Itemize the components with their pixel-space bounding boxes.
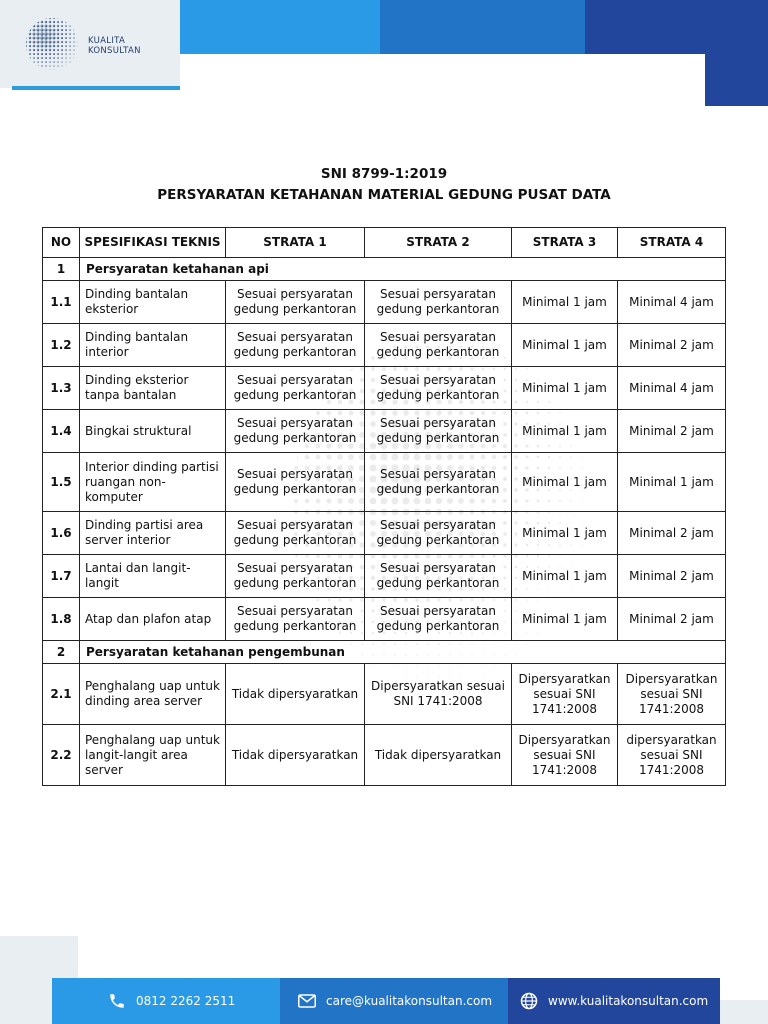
header-band-light xyxy=(180,0,380,54)
row-spec: Dinding bantalan interior xyxy=(80,324,226,367)
row-no: 2.2 xyxy=(43,725,80,786)
row-strata-4: Minimal 2 jam xyxy=(618,512,726,555)
row-strata-2: Sesuai persyaratan gedung perkantoran xyxy=(365,281,512,324)
row-strata-3: Minimal 1 jam xyxy=(512,367,618,410)
row-strata-4: Minimal 4 jam xyxy=(618,367,726,410)
row-strata-1: Sesuai persyaratan gedung perkantoran xyxy=(226,555,365,598)
table-row xyxy=(43,324,726,367)
row-strata-4: Minimal 1 jam xyxy=(618,453,726,512)
row-strata-3: Minimal 1 jam xyxy=(512,281,618,324)
section-title: Persyaratan ketahanan api xyxy=(80,258,726,281)
phone-number: 0812 2262 2511 xyxy=(136,994,236,1008)
table-row xyxy=(43,410,726,453)
row-strata-4: Minimal 2 jam xyxy=(618,410,726,453)
row-spec: Dinding partisi area server interior xyxy=(80,512,226,555)
header-spec: SPESIFIKASI TEKNIS xyxy=(80,228,226,258)
row-spec: Penghalang uap untuk langit-langit area server xyxy=(80,725,226,786)
phone-icon xyxy=(108,992,126,1010)
row-strata-2: Sesuai persyaratan gedung perkantoran xyxy=(365,555,512,598)
table-header-row xyxy=(43,228,726,258)
header-accent-line xyxy=(12,86,180,90)
table-row xyxy=(43,664,726,725)
row-strata-1: Tidak dipersyaratkan xyxy=(226,725,365,786)
row-no: 1.4 xyxy=(43,410,80,453)
row-strata-3: Minimal 1 jam xyxy=(512,453,618,512)
row-spec: Interior dinding partisi ruangan non-komputer xyxy=(80,453,226,512)
row-strata-2: Sesuai persyaratan gedung perkantoran xyxy=(365,324,512,367)
section-no: 1 xyxy=(43,258,80,281)
header-strata-1: STRATA 1 xyxy=(226,228,365,258)
row-strata-4: Minimal 4 jam xyxy=(618,281,726,324)
row-strata-1: Sesuai persyaratan gedung perkantoran xyxy=(226,598,365,641)
table-row xyxy=(43,367,726,410)
specification-table xyxy=(42,227,726,786)
header-band-dark-tab xyxy=(705,54,768,106)
row-strata-3: Dipersyaratkan sesuai SNI 1741:2008 xyxy=(512,664,618,725)
row-strata-2: Sesuai persyaratan gedung perkantoran xyxy=(365,598,512,641)
row-no: 1.3 xyxy=(43,367,80,410)
row-spec: Lantai dan langit-langit xyxy=(80,555,226,598)
row-strata-3: Dipersyaratkan sesuai SNI 1741:2008 xyxy=(512,725,618,786)
footer-phone[interactable] xyxy=(108,978,235,1024)
row-no: 2.1 xyxy=(43,664,80,725)
table-row xyxy=(43,555,726,598)
header-band-mid xyxy=(380,0,585,54)
row-strata-3: Minimal 1 jam xyxy=(512,555,618,598)
section-row-fire xyxy=(43,258,726,281)
row-strata-3: Minimal 1 jam xyxy=(512,512,618,555)
row-strata-4: dipersyaratkan sesuai SNI 1741:2008 xyxy=(618,725,726,786)
footer-corner-panel-right xyxy=(720,1000,768,1024)
row-strata-1: Sesuai persyaratan gedung perkantoran xyxy=(226,324,365,367)
row-no: 1.6 xyxy=(43,512,80,555)
header-strata-4: STRATA 4 xyxy=(618,228,726,258)
row-strata-1: Sesuai persyaratan gedung perkantoran xyxy=(226,453,365,512)
footer-email[interactable] xyxy=(298,978,492,1024)
table-row xyxy=(43,453,726,512)
section-no: 2 xyxy=(43,641,80,664)
row-strata-2: Sesuai persyaratan gedung perkantoran xyxy=(365,367,512,410)
row-strata-2: Sesuai persyaratan gedung perkantoran xyxy=(365,512,512,555)
email-address: care@kualitakonsultan.com xyxy=(326,994,493,1008)
row-strata-4: Dipersyaratkan sesuai SNI 1741:2008 xyxy=(618,664,726,725)
row-spec: Bingkai struktural xyxy=(80,410,226,453)
row-no: 1.1 xyxy=(43,281,80,324)
row-strata-1: Sesuai persyaratan gedung perkantoran xyxy=(226,512,365,555)
table-row xyxy=(43,598,726,641)
table-row xyxy=(43,725,726,786)
row-strata-4: Minimal 2 jam xyxy=(618,555,726,598)
row-strata-2: Sesuai persyaratan gedung perkantoran xyxy=(365,410,512,453)
header-band-dark xyxy=(585,0,768,54)
brand-line-2: KONSULTAN xyxy=(88,46,141,56)
row-strata-4: Minimal 2 jam xyxy=(618,324,726,367)
row-strata-3: Minimal 1 jam xyxy=(512,324,618,367)
row-strata-2: Dipersyaratkan sesuai SNI 1741:2008 xyxy=(365,664,512,725)
row-strata-3: Minimal 1 jam xyxy=(512,410,618,453)
footer-website[interactable] xyxy=(520,978,708,1024)
row-spec: Penghalang uap untuk dinding area server xyxy=(80,664,226,725)
header-strata-3: STRATA 3 xyxy=(512,228,618,258)
globe-logo-icon xyxy=(22,14,82,74)
row-strata-1: Sesuai persyaratan gedung perkantoran xyxy=(226,367,365,410)
row-no: 1.5 xyxy=(43,453,80,512)
row-strata-2: Sesuai persyaratan gedung perkantoran xyxy=(365,453,512,512)
globe-icon xyxy=(520,992,538,1010)
row-no: 1.7 xyxy=(43,555,80,598)
row-strata-3: Minimal 1 jam xyxy=(512,598,618,641)
row-strata-2: Tidak dipersyaratkan xyxy=(365,725,512,786)
row-strata-1: Sesuai persyaratan gedung perkantoran xyxy=(226,281,365,324)
brand-wordmark xyxy=(88,36,141,56)
section-row-condensation xyxy=(43,641,726,664)
row-no: 1.2 xyxy=(43,324,80,367)
row-strata-1: Sesuai persyaratan gedung perkantoran xyxy=(226,410,365,453)
document-title: PERSYARATAN KETAHANAN MATERIAL GEDUNG PUSAT DATA xyxy=(157,187,611,203)
header-strata-2: STRATA 2 xyxy=(365,228,512,258)
row-spec: Dinding eksterior tanpa bantalan xyxy=(80,367,226,410)
document-code: SNI 8799-1:2019 xyxy=(320,166,448,182)
website-url: www.kualitakonsultan.com xyxy=(548,994,709,1008)
header-no: NO xyxy=(43,228,80,258)
table-row xyxy=(43,281,726,324)
row-spec: Dinding bantalan eksterior xyxy=(80,281,226,324)
row-strata-4: Minimal 2 jam xyxy=(618,598,726,641)
row-strata-1: Tidak dipersyaratkan xyxy=(226,664,365,725)
brand-line-1: KUALITA xyxy=(88,36,126,46)
envelope-icon xyxy=(298,994,316,1008)
row-spec: Atap dan plafon atap xyxy=(80,598,226,641)
table-row xyxy=(43,512,726,555)
section-title: Persyaratan ketahanan pengembunan xyxy=(80,641,726,664)
row-no: 1.8 xyxy=(43,598,80,641)
